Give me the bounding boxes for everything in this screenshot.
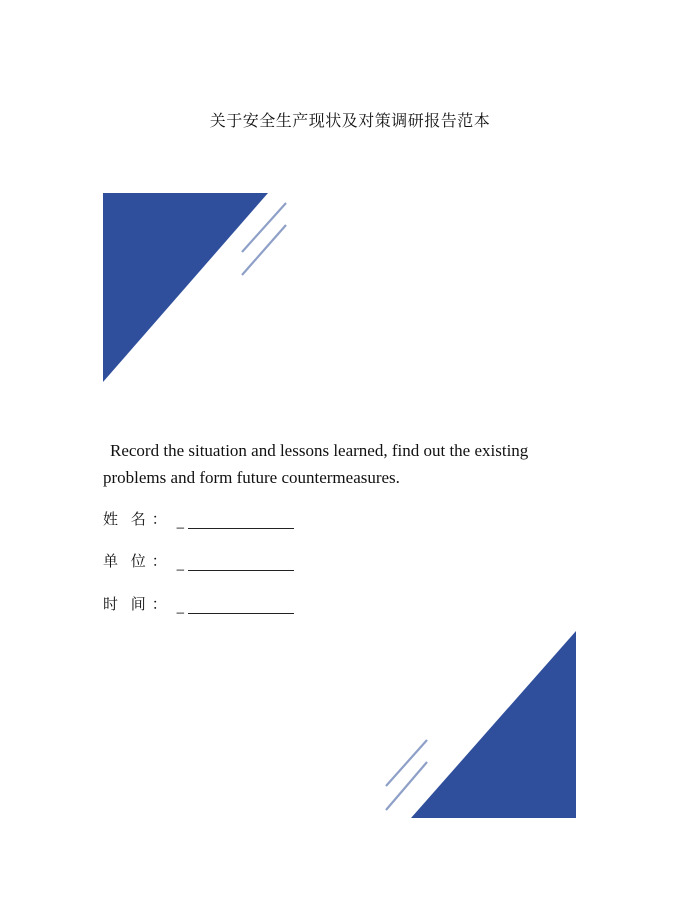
intro-text [103,437,573,491]
unit-field-colon: ： [151,552,167,570]
unit-field-label: 单 位 [103,552,150,570]
stripe-line-2 [386,762,427,810]
intro-line-1: Record the situation and lessons learned, find out the existing [110,441,529,460]
time-field-label: 时 间 [103,595,150,613]
name-field [103,505,294,529]
intro-line-2: problems and form future countermeasures. [103,468,400,487]
name-field-label: 姓 名 [103,510,150,528]
name-field-colon: ： [151,510,167,528]
unit-field-blank-mark: _ [176,556,185,571]
page-title: 关于安全生产现状及对策调研报告范本 [209,111,491,130]
time-field-colon: ： [151,595,167,613]
blue-triangle-shape [103,193,268,382]
time-field [103,590,294,614]
time-field-underline[interactable] [188,599,294,614]
unit-field-underline[interactable] [188,556,294,571]
stripe-line-2 [242,225,286,275]
name-field-blank-mark: _ [176,514,185,529]
decorative-triangle-top-left [100,190,290,385]
name-field-underline[interactable] [188,514,294,529]
unit-field [103,547,294,571]
decorative-triangle-bottom-right [383,628,579,821]
blue-triangle-shape [411,631,576,818]
stripe-line-1 [386,740,427,786]
time-field-blank-mark: _ [176,599,185,614]
